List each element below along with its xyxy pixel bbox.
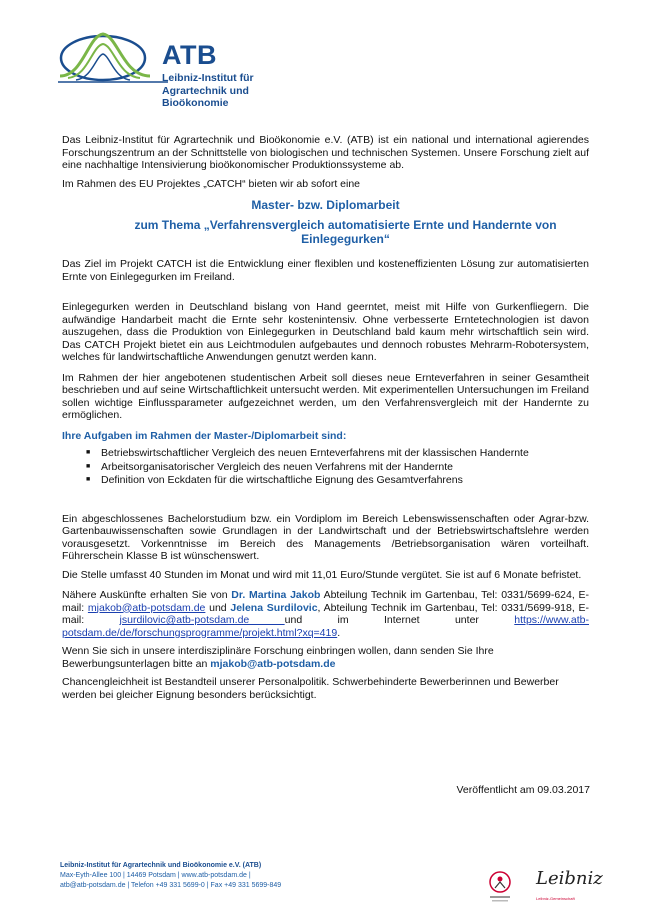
tasks-list: [62, 447, 589, 487]
task-item: ■ Definition von Eckdaten für die wirtschaftliche Eignung des Gesamtverfahrens: [62, 474, 589, 487]
contact-text: Abteilung Technik im Gartenbau, Tel: 0331/5699-624, E-mail:: [62, 589, 589, 614]
requirements-paragraph: Ein abgeschlossenes Bachelorstudium bzw. ein Vordiplom im Bereich Lebenswissenschaften oder Agrar-bzw. Gartenbauwissenschaften sowie Grundlagen in der Landwirtschaft und der Betriebswirtschaftslehre werden vorausgesetzt. Vorkenntnisse im Bereich des Managements /Betriebsorganisation wären vorteilhaft. Führerschein Klasse B ist wünschenswert.: [62, 512, 589, 562]
email-link-jakob[interactable]: mjakob@atb-potsdam.de: [87, 601, 206, 614]
intro-offer: Im Rahmen des EU Projektes „CATCH“ bieten wir ab sofort eine: [62, 177, 360, 190]
footer-contact: atb@atb-potsdam.de | Telefon +49 331 5699-0 | Fax +49 331 5699-849: [60, 882, 282, 889]
application-email[interactable]: mjakob@atb-potsdam.de: [210, 657, 336, 670]
footer-org-name: Leibniz-Institut für Agrartechnik und Bioökonomie e.V. (ATB): [60, 862, 262, 869]
contact-paragraph: [62, 589, 589, 639]
email-link-surdilovic[interactable]: jsurdilovic@atb-potsdam.de: [119, 614, 285, 626]
task-item: ■ Betriebswirtschaftlicher Vergleich des neuen Ernteverfahrens mit der klassischen Handernte: [62, 447, 589, 460]
logo-subtitle: [162, 72, 318, 110]
logo-title: ATB: [162, 40, 217, 70]
application-paragraph: [62, 645, 589, 670]
logo-subtitle-line1: Leibniz-Institut für: [162, 72, 254, 84]
scope-paragraph: Im Rahmen der hier angebotenen studentischen Arbeit soll dieses neue Ernteverfahren in seiner Gesamtheit beschrieben und auf seine Wirtschaftlichkeit untersucht werden. Mit experimentellen Untersuchungen im Freiland sollen wichtige Einflussparameter aufgezeichnet werden, um den Verfahrensvergleich mit der Handernte zu ermöglichen.: [62, 371, 589, 421]
project-goal-paragraph: Das Ziel im Projekt CATCH ist die Entwicklung einer flexiblen und kosteneffizienten Lösung zur automatisierten Ernte von Einlegegurken im Freiland.: [62, 258, 589, 283]
contact-text: und: [205, 601, 231, 614]
footer-address: Max-Eyth-Allee 100 | 14469 Potsdam | www.atb-potsdam.de |: [60, 872, 251, 879]
tasks-heading: Ihre Aufgaben im Rahmen der Master-/Diplomarbeit sind:: [62, 429, 347, 442]
contact-name-surdilovic: Jelena Surdilovic: [230, 601, 318, 614]
contact-text: und im Internet unter: [284, 614, 515, 626]
footer: [60, 861, 281, 891]
position-title: Master- bzw. Diplomarbeit: [251, 198, 400, 212]
application-text: Wenn Sie sich in unsere interdisziplinäre Forschung einbringen wollen, dann senden Sie Ihre Bewerbungsunterlagen bitte an: [62, 645, 494, 670]
family-audit-seal-icon: [484, 870, 516, 906]
atb-logo: [58, 26, 318, 109]
contact-text: .: [337, 626, 341, 639]
intro-paragraph: Das Leibniz-Institut für Agrartechnik und Bioökonomie e.V. (ATB) ist ein national und international agierendes Forschungszentrum an der Schnittstelle von biologischen und technischen Systemen. Unsere Forschung zielt auf eine nachhaltige Intensivierung bioökonomischer Produktionssysteme ab.: [62, 134, 589, 171]
project-url-link[interactable]: https://www.atb-potsdam.de/de/forschungsprogramme/projekt.html?xq=419: [62, 614, 589, 639]
atb-wave-logo-icon: [58, 26, 168, 96]
leibniz-logo: [536, 868, 603, 908]
conditions-paragraph: Die Stelle umfasst 40 Stunden im Monat und wird mit 11,01 Euro/Stunde vergütet. Sie ist auf 6 Monate befristet.: [62, 568, 582, 581]
logo-subtitle-line2: Agrartechnik und Bioökonomie: [162, 84, 249, 109]
background-paragraph: Einlegegurken werden in Deutschland bislang von Hand geerntet, meist mit Hilfe von Gurkenfliegern. Die aufwändige Handarbeit macht die Ernte sehr kostenintensiv. Ohne verbesserte Erntetechnologien ist davon auszugehen, dass die Produktion von Einlegegurken in Deutschland bald kaum mehr wirtschaftlich sein wird. Das CATCH Projekt bietet ein aus Leichtmodulen aufgebautes und dennoch robustes Mehrarm-Robotersystem, welches für landwirtschaftliche Anwendungen genutzt werden kann.: [62, 301, 589, 363]
contact-name-jakob: Dr. Martina Jakob: [231, 589, 321, 601]
document-body: [62, 134, 589, 707]
contact-text: Nähere Auskünfte erhalten Sie von: [62, 589, 232, 601]
leibniz-logo-sub: Leibniz-Gemeinschaft: [536, 896, 575, 901]
equality-paragraph: Chancengleichheit ist Bestandteil unserer Personalpolitik. Schwerbehinderte Bewerberinnen und Bewerber werden bei gleicher Eignung besonders berücksichtigt.: [62, 676, 559, 701]
thesis-topic: zum Thema „Verfahrensvergleich automatisierte Ernte und Handernte von Einlegegurken“: [134, 218, 557, 246]
leibniz-logo-word: Leibniz: [536, 868, 603, 889]
published-date: Veröffentlicht am 09.03.2017: [456, 784, 590, 796]
contact-text: , Abteilung Technik im Gartenbau, Tel: 0331/5699-918, E-mail:: [62, 601, 590, 626]
task-item: ■ Arbeitsorganisatorischer Vergleich des neuen Verfahrens mit der Handernte: [62, 461, 589, 474]
